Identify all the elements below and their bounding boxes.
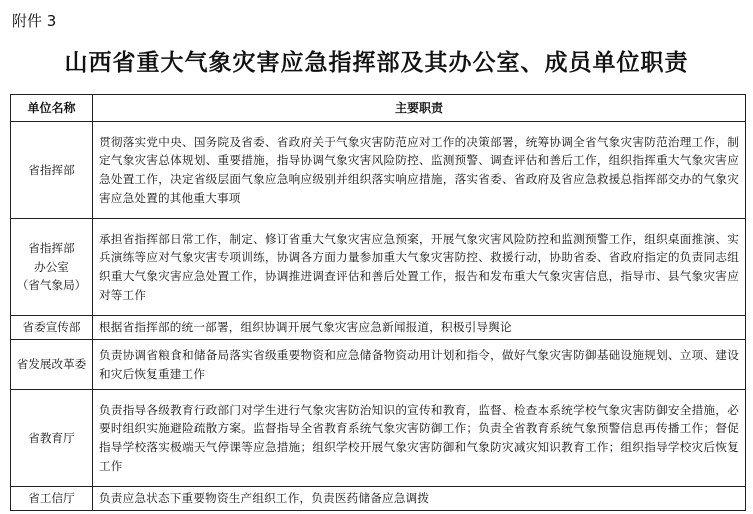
table-header-row — [11, 95, 746, 122]
duty-cell: 承担省指挥部日常工作，制定、修订省重大气象灾害应急预案，开展气象灾害风险防控和监测预警工作，组织桌面推演、实兵演练等应对气象灾害专项训练，协调各方面力量参加重大气象灾害防控、救援行动，协助省委、省政府指定的负责同志组织重大气象灾害应急处置工作，协调推进调查评估和善后处置工作，报告和发布重大气象灾害信息，指导市、县气象灾害应对等工作 — [93, 219, 746, 316]
header-duty: 主要职责 — [93, 95, 746, 122]
table-row — [11, 316, 746, 340]
table-row — [11, 219, 746, 316]
duty-cell: 负责应急状态下重要物资生产组织工作，负责医药储备应急调拨 — [93, 487, 746, 511]
duty-cell: 根据省指挥部的统一部署，组织协调开展气象灾害应急新闻报道，积极引导舆论 — [93, 316, 746, 340]
unit-cell — [11, 487, 93, 511]
header-unit: 单位名称 — [11, 95, 93, 122]
table-row — [11, 340, 746, 390]
page-title: 山西省重大气象灾害应急指挥部及其办公室、成员单位职责 — [64, 50, 689, 76]
unit-cell — [11, 316, 93, 340]
duty-cell: 负责协调省粮食和储备局落实省级重要物资和应急储备物资动用计划和指令，做好气象灾害防御基础设施规划、立项、建设和灾后恢复重建工作 — [93, 340, 746, 390]
unit-name: 省指挥部 — [28, 241, 75, 256]
unit-name: 省工信厅 — [28, 491, 75, 506]
table-row — [11, 487, 746, 511]
attachment-label: 附件 3 — [12, 12, 57, 30]
table-row — [11, 390, 746, 487]
unit-name: （省气象局） — [16, 278, 87, 293]
unit-cell — [11, 219, 93, 316]
duty-cell: 负责指导各级教育行政部门对学生进行气象灾害防治知识的宣传和教育，监督、检查本系统学校气象灾害防御安全措施，必要时组织实施避险疏散方案。监督指导全省教育系统气象灾害防御工作；负责全省教育系统气象预警信息再传播工作；督促指导学校落实极端天气停课等应急措施；组织学校开展气象灾害防御和气象防灾减灾知识教育工作；组织指导学校灾后恢复工作 — [93, 390, 746, 487]
unit-name: 省教育厅 — [28, 430, 75, 445]
unit-name: 省委宣传部 — [22, 320, 81, 335]
unit-name: 省指挥部 — [28, 162, 75, 177]
unit-cell — [11, 340, 93, 390]
duties-table — [10, 94, 746, 511]
unit-name: 办公室 — [34, 259, 69, 274]
unit-cell — [11, 390, 93, 487]
unit-name: 省发展改革委 — [16, 357, 87, 372]
table-row — [11, 122, 746, 219]
duty-cell: 贯彻落实党中央、国务院及省委、省政府关于气象灾害防范应对工作的决策部署，统筹协调全省气象灾害防范治理工作，制定气象灾害总体规划、重要措施，指导协调气象灾害风险防控、监测预警、调查评估和善后工作，组织指挥重大气象灾害应急处置工作，决定省级层面气象应急响应级别并组织落实响应措施，落实省委、省政府及省应急救援总指挥部交办的气象灾害应急处置的其他重大事项 — [93, 122, 746, 219]
unit-cell — [11, 122, 93, 219]
